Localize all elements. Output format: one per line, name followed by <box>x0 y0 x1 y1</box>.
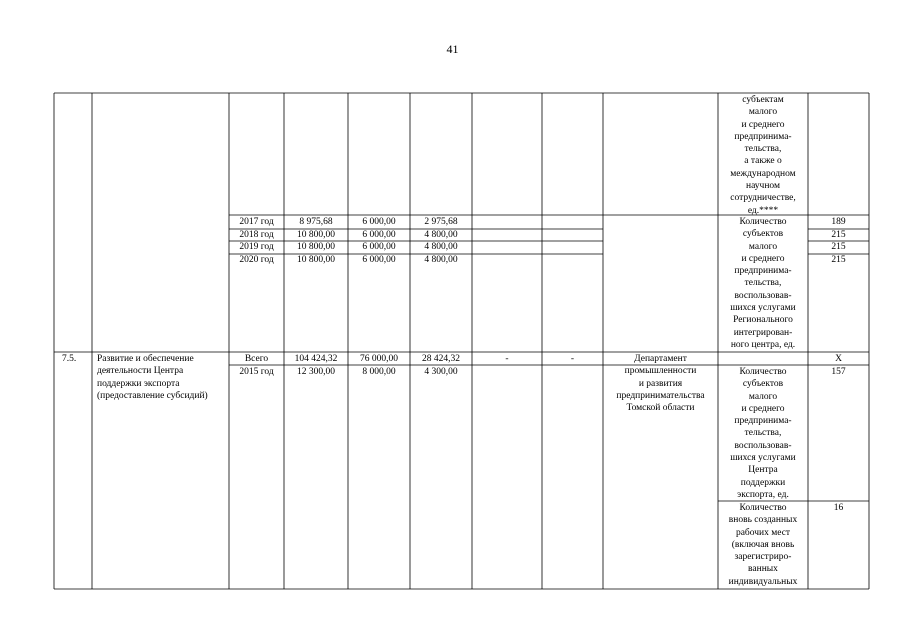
indicator-text: Количество вновь созданных рабочих мест (включая вновь зарегистриро- ванных индивидуальных <box>728 503 798 587</box>
other-cell: - <box>570 354 575 364</box>
regional-cell: 4 800,00 <box>424 242 458 252</box>
indicator-text: Количество субъектов малого и среднего предпринима- тельства, воспользовав- шихся услугами Центра поддержки экспорта, ед. <box>730 367 796 500</box>
indicator-value: 215 <box>831 255 846 265</box>
total-cell: 8 975,68 <box>299 217 333 227</box>
regional-cell: 4 300,00 <box>424 367 458 377</box>
indicator-value: 189 <box>831 217 846 227</box>
federal-cell: 6 000,00 <box>362 230 396 240</box>
regional-cell: 2 975,68 <box>424 217 458 227</box>
regional-cell: 4 800,00 <box>424 230 458 240</box>
federal-cell: 6 000,00 <box>362 217 396 227</box>
year-cell: 2019 год <box>239 242 274 252</box>
federal-cell: 76 000,00 <box>360 354 398 364</box>
federal-cell: 8 000,00 <box>362 367 396 377</box>
period-cell: Всего <box>244 354 269 364</box>
regional-cell: 28 424,32 <box>422 354 460 364</box>
year-cell: 2017 год <box>239 217 274 227</box>
indicator-value: 157 <box>831 367 846 377</box>
indicator-value: 215 <box>831 230 846 240</box>
federal-cell: 6 000,00 <box>362 255 396 265</box>
measure-name: Развитие и обеспечение деятельности Центра поддержки экспорта (предоставление субсидий) <box>97 354 208 401</box>
indicator-text: Количество субъектов малого и среднего предпринима- тельства, воспользовав- шихся услугами Регионального интегрирован- ного центра, ед. <box>730 217 796 350</box>
executor-text: Департамент промышленности и развития предпринимательства Томской области <box>616 354 705 414</box>
row-number: 7.5. <box>62 354 77 364</box>
total-cell: 10 800,00 <box>297 230 335 240</box>
total-cell: 12 300,00 <box>297 367 335 377</box>
indicator-value: 16 <box>833 503 844 513</box>
period-cell: 2015 год <box>239 367 274 377</box>
page-number: 41 <box>446 42 459 56</box>
regional-cell: 4 800,00 <box>424 255 458 265</box>
indicator-tail-text: субъектам малого и среднего предпринима- тельства, а также о международном научном сотрудничестве, ед.**** <box>730 95 796 216</box>
local-cell: - <box>505 354 509 364</box>
total-cell: 10 800,00 <box>297 255 335 265</box>
year-cell: 2020 год <box>239 255 274 265</box>
federal-cell: 6 000,00 <box>362 242 396 252</box>
indicator-value: 215 <box>831 242 846 252</box>
indicator-value: Х <box>835 354 842 364</box>
year-cell: 2018 год <box>239 230 274 240</box>
total-cell: 104 424,32 <box>294 354 338 364</box>
total-cell: 10 800,00 <box>297 242 335 252</box>
